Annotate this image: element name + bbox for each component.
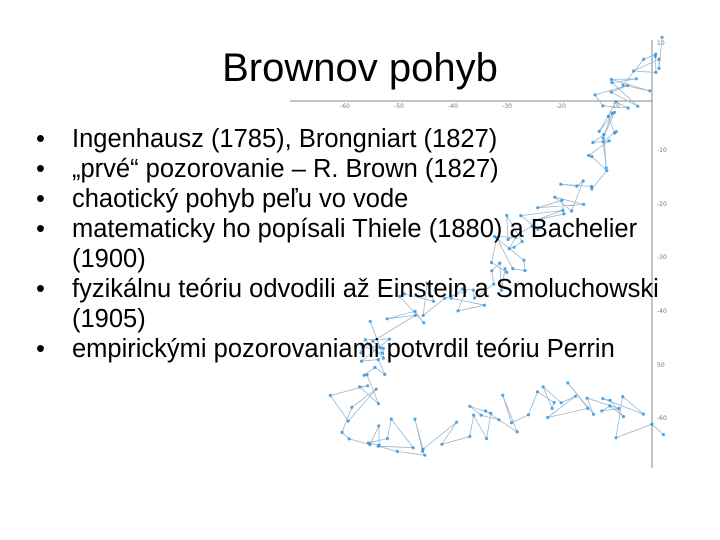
random-walk-point [412, 446, 415, 449]
random-walk-point [350, 406, 353, 409]
bullet-marker: • [36, 275, 45, 303]
random-walk-point [650, 423, 653, 426]
random-walk-point [546, 416, 549, 419]
random-walk-point [601, 104, 604, 107]
plot-y-tick-label: -30 [657, 254, 667, 261]
random-walk-point [340, 431, 343, 434]
plot-x-tick-label: -60 [340, 103, 350, 110]
bullet-text: „prvé“ pozorovanie – R. Brown (1827) [72, 155, 499, 183]
plot-x-ticks [340, 103, 620, 110]
random-walk-point [423, 454, 426, 457]
random-walk-point [358, 385, 361, 388]
plot-y-tick-label: 10 [657, 40, 665, 47]
random-walk-point [510, 421, 513, 424]
random-walk-point [536, 390, 539, 393]
bullet-marker: • [36, 335, 45, 363]
random-walk-point [566, 381, 569, 384]
plot-y-tick-label: -10 [657, 147, 667, 154]
bullet-marker: • [36, 125, 45, 153]
random-walk-point [485, 437, 488, 440]
bullet-marker: • [36, 155, 45, 183]
random-walk-point [472, 414, 475, 417]
random-walk-point [586, 407, 589, 410]
plot-y-tick-label: 50 [657, 362, 665, 369]
random-walk-point [601, 397, 604, 400]
bullet-marker: • [36, 215, 45, 243]
plot-x-tick-label: -30 [502, 103, 512, 110]
random-walk-point [600, 409, 603, 412]
random-walk-point [614, 100, 617, 103]
random-walk-point [611, 111, 614, 114]
random-walk-point [661, 36, 664, 39]
random-walk-point [413, 418, 416, 421]
bullet-item [36, 274, 676, 334]
random-walk-point [614, 436, 617, 439]
bullet-text: empirickými pozorovaniami potvrdil teóriu Perrin [72, 335, 615, 363]
random-walk-point [607, 115, 610, 118]
bullet-item [36, 334, 676, 364]
random-walk-point [622, 415, 625, 418]
bullet-list [36, 124, 676, 364]
random-walk-point [516, 430, 519, 433]
random-walk-point [396, 450, 399, 453]
bullet-text: Ingenhausz (1785), Brongniart (1827) [72, 125, 498, 153]
plot-x-tick-label: -50 [394, 103, 404, 110]
random-walk-point [377, 402, 380, 405]
plot-x-tick-label: -20 [556, 103, 566, 110]
random-walk-point [621, 395, 624, 398]
random-walk-point [551, 407, 554, 410]
plot-x-tick-label: -10 [610, 103, 620, 110]
random-walk-point [574, 395, 577, 398]
random-walk-point [367, 441, 370, 444]
random-walk-point [386, 437, 389, 440]
random-walk-point [593, 93, 596, 96]
random-walk-point [347, 420, 350, 423]
random-walk-point [527, 413, 530, 416]
random-walk-point [366, 384, 369, 387]
random-walk-point [377, 424, 380, 427]
bullet-marker: • [36, 185, 45, 213]
bullet-text: matematicky ho popísali Thiele (1880) a Bachelier (1900) [72, 215, 638, 273]
random-walk-point [480, 414, 483, 417]
random-walk-point [455, 421, 458, 424]
random-walk-point [365, 373, 368, 376]
random-walk-point [608, 404, 611, 407]
random-walk-point [375, 388, 378, 391]
random-walk-point [468, 405, 471, 408]
bullet-item [36, 124, 676, 154]
bullet-item [36, 184, 676, 214]
plot-x-tick-label: -40 [448, 103, 458, 110]
random-walk-point [484, 409, 487, 412]
random-walk-point [642, 413, 645, 416]
random-walk-point [542, 385, 545, 388]
random-walk-point [348, 437, 351, 440]
slide-title: Brownov pohyb [222, 46, 498, 90]
bullet-text: fyzikálnu teóriu odvodili až Einstein a Smoluchowski (1905) [72, 275, 659, 333]
random-walk-point [617, 407, 620, 410]
random-walk-point [440, 443, 443, 446]
random-walk-point [489, 412, 492, 415]
random-walk-point [560, 401, 563, 404]
bullet-text: chaotický pohyb peľu vo vode [72, 185, 409, 213]
random-walk-point [383, 373, 386, 376]
plot-y-tick-label: -40 [657, 308, 667, 315]
random-walk-point [636, 105, 639, 108]
random-walk-point [497, 418, 500, 421]
random-walk-point [586, 397, 589, 400]
random-walk-point [363, 374, 366, 377]
random-walk-point [592, 413, 595, 416]
random-walk-point [468, 435, 471, 438]
random-walk-point [662, 433, 665, 436]
plot-y-tick-label: -60 [657, 415, 667, 422]
bullet-item [36, 154, 676, 184]
bullet-item [36, 214, 676, 274]
random-walk-point [609, 399, 612, 402]
random-walk-point [501, 394, 504, 397]
plot-y-tick-label: -20 [657, 201, 667, 208]
random-walk-point [329, 394, 332, 397]
random-walk-point [627, 106, 630, 109]
random-walk-point [377, 445, 380, 448]
random-walk-point [421, 448, 424, 451]
random-walk-point [553, 401, 556, 404]
random-walk-point [373, 366, 376, 369]
random-walk-point [390, 418, 393, 421]
